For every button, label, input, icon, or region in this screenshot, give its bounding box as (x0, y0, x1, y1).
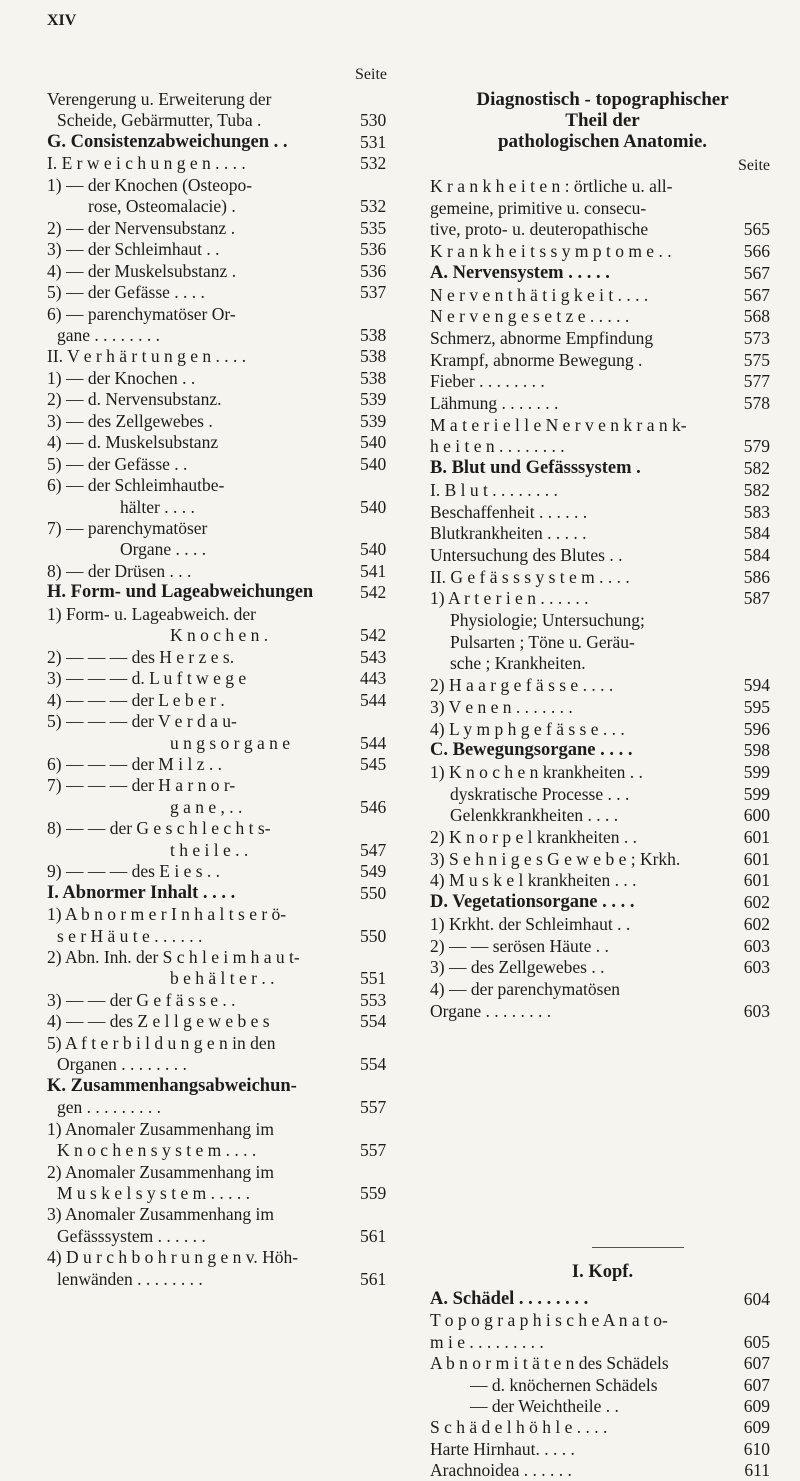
toc-entry-page: 557 (360, 1097, 387, 1118)
toc-entry-title: 7) — — — der H a r n o r- (47, 775, 236, 796)
toc-entry-title: II. G e f ä s s s y s t e m . . . . (430, 566, 630, 587)
toc-entry-page: 610 (743, 1438, 770, 1459)
toc-entry-title: K. Zusammenhangsabweichun- (47, 1075, 297, 1096)
toc-entry-title: t h e i l e . . (170, 839, 249, 860)
toc-entry-page: 551 (360, 968, 387, 989)
toc-entry-title: 4) M u s k e l krankheiten . . . (430, 870, 637, 891)
toc-entry-page: 601 (743, 848, 770, 869)
toc-entry-page: 545 (360, 753, 387, 774)
toc-entry-title: b e h ä l t e r . . (170, 968, 275, 989)
toc-entry-title: tive, proto- u. deuteropathische (430, 219, 649, 240)
toc-entry-page: 595 (743, 696, 770, 717)
toc-entry-title: gen . . . . . . . . . (57, 1097, 162, 1118)
toc-entry-title: M a t e r i e l l e N e r v e n k r a n k- (430, 414, 687, 435)
toc-entry-page: 583 (743, 501, 770, 522)
toc-entry-title: 8) — — der G e s c h l e c h t s- (47, 818, 271, 839)
toc-entry-title: 1) K n o c h e n krankheiten . . (430, 761, 643, 782)
toc-entry-title: 3) — — der G e f ä s s e . . (47, 989, 236, 1010)
toc-entry-page: 536 (360, 260, 387, 281)
toc-entry-title: I. B l u t . . . . . . . . (430, 479, 558, 500)
toc-entry-title: s e r H ä u t e . . . . . . (57, 925, 203, 946)
toc-entry-page: 607 (743, 1374, 770, 1395)
toc-entry-title: S c h ä d e l h ö h l e . . . . (430, 1417, 608, 1438)
toc-entry-title: 4) — der parenchymatösen (430, 978, 620, 999)
toc-entry-page: 577 (743, 371, 770, 392)
toc-entry-page: 604 (743, 1289, 770, 1309)
toc-entry-title: u n g s o r g a n e (170, 732, 291, 753)
toc-entry-title: dyskratische Processe . . . (450, 783, 630, 804)
toc-entry-title: Harte Hirnhaut. . . . . (430, 1438, 575, 1459)
toc-entry-title: Organe . . . . (120, 539, 207, 560)
toc-entry-page: 542 (360, 625, 387, 646)
toc-entry-title: Schmerz, abnorme Empfindung (430, 327, 654, 348)
toc-entry-title: K r a n k h e i t e n : örtliche u. all- (430, 176, 673, 196)
toc-entry-title: m i e . . . . . . . . . (430, 1331, 544, 1352)
toc-entry-page: 601 (743, 827, 770, 847)
toc-entry-title: sche ; Krankheiten. (450, 653, 586, 674)
toc-entry-title: Fieber . . . . . . . . (430, 371, 545, 392)
toc-entry-title: hälter . . . . (120, 496, 195, 517)
toc-entry-title: Gelenkkrankheiten . . . . (450, 805, 619, 826)
toc-entry-title: 3) S e h n i g e s G e w e b e ; Krkh. (430, 848, 681, 869)
toc-entry-page: 565 (743, 219, 770, 240)
section-title-1: Diagnostisch - topographischer (476, 89, 729, 110)
toc-entry-page: 531 (360, 131, 387, 152)
toc-entry-page: 542 (360, 582, 387, 603)
toc-entry-title: A. Nervensystem . . . . . (430, 262, 610, 283)
toc-entry-page: 582 (743, 479, 770, 500)
toc-entry-page: 532 (360, 196, 387, 217)
toc-entry-title: H. Form- und Lageabweichungen (47, 582, 314, 603)
toc-entry-title: 4) D u r c h b o h r u n g e n v. Höh- (47, 1247, 299, 1268)
toc-entry-page: 549 (360, 861, 387, 882)
toc-entry-title: — d. knöchernen Schädels (470, 1374, 658, 1395)
toc-entry-title: 4) — d. Muskelsubstanz (47, 432, 219, 453)
toc-entry-title: 8) — der Drüsen . . . (47, 560, 192, 581)
toc-entry-page: 603 (743, 935, 770, 956)
toc-entry-title: 2) — — — des H e r z e s. (47, 646, 235, 667)
toc-entry-page: 550 (360, 882, 387, 903)
toc-entry-title: 2) Abn. Inh. der S c h l e i m h a u t- (47, 947, 300, 967)
toc-entry-page: 537 (360, 282, 387, 303)
toc-entry-page: 543 (360, 646, 387, 667)
toc-entry-title: g a n e , . . (170, 796, 243, 817)
toc-entry-title: T o p o g r a p h i s c h e A n a t o- (430, 1310, 668, 1331)
toc-entry-title: I. E r w e i c h u n g e n . . . . (47, 153, 246, 174)
toc-entry-page: 603 (743, 957, 770, 978)
toc-entry-page: 530 (360, 110, 387, 131)
toc-entry-title: 3) — des Zellgewebes . . (430, 957, 605, 978)
toc-entry-title: C. Bewegungsorgane . . . . (430, 740, 633, 761)
toc-entry-page: 559 (360, 1182, 387, 1203)
toc-entry-page: 546 (360, 796, 387, 817)
toc-entry-page: 602 (743, 913, 770, 934)
toc-entry-page: 599 (743, 761, 770, 782)
toc-entry-title: Lähmung . . . . . . . (430, 393, 559, 413)
toc-entry-title: D. Vegetationsorgane . . . . (430, 892, 635, 913)
toc-entry-page: 538 (360, 346, 387, 367)
toc-entry-title: 5) — der Gefässe . . . . (47, 282, 205, 303)
toc-entry-title: 1) Krkht. der Schleimhaut . . (430, 913, 631, 934)
toc-entry-page: 599 (743, 783, 770, 804)
toc-entry-title: 6) — — — der M i l z . . (47, 753, 222, 774)
toc-entry-title: Arachnoidea . . . . . . (430, 1460, 572, 1481)
toc-entry-title: Krampf, abnorme Bewegung . (430, 349, 643, 370)
toc-entry-title: II. V e r h ä r t u n g e n . . . . (47, 346, 247, 367)
toc-entry-title: Untersuchung des Blutes . . (430, 544, 623, 565)
toc-entry-title: A b n o r m i t ä t e n des Schädels (430, 1353, 669, 1374)
section-head-kopf: I. Kopf. (571, 1262, 634, 1282)
toc-entry-page: 594 (743, 675, 770, 696)
toc-entry-title: 5) — der Gefässe . . (47, 453, 188, 474)
toc-entry-title: Scheide, Gebärmutter, Tuba . (57, 110, 262, 131)
toc-entry-title: 9) — — — des E i e s . . (47, 861, 221, 882)
toc-entry-page: 532 (360, 153, 387, 174)
toc-entry-title: M u s k e l s y s t e m . . . . . (57, 1182, 250, 1203)
toc-entry-title: N e r v e n g e s e t z e . . . . . (430, 306, 630, 327)
toc-entry-title: 5) A f t e r b i l d u n g e n in den (47, 1032, 276, 1053)
toc-entry-title: 1) A b n o r m e r I n h a l t s e r ö- (47, 904, 287, 925)
toc-entry-title: G. Consistenzabweichungen . . (47, 131, 288, 152)
toc-entry-title: 1) — der Knochen . . (47, 367, 196, 388)
toc-entry-page: 586 (743, 566, 770, 587)
section-title-2: Theil der (565, 110, 640, 131)
toc-entry-page: 561 (360, 1225, 387, 1246)
toc-entry-page: 584 (743, 544, 770, 565)
toc-entry-title: 2) K n o r p e l krankheiten . . (430, 827, 638, 847)
toc-entry-page: 540 (360, 453, 387, 474)
toc-entry-title: 1) A r t e r i e n . . . . . . (430, 588, 589, 609)
toc-entry-title: 6) — der Schleimhautbe- (47, 475, 225, 496)
toc-entry-page: 573 (743, 327, 770, 348)
toc-entry-page: 443 (360, 668, 387, 689)
toc-entry-title: gemeine, primitive u. consecu- (430, 197, 647, 218)
toc-entry-page: 579 (743, 436, 770, 457)
toc-entry-page: 539 (360, 389, 387, 410)
toc-entry-title: Physiologie; Untersuchung; (450, 610, 645, 630)
toc-entry-title: 3) — des Zellgewebes . (47, 410, 213, 431)
toc-entry-title: Verengerung u. Erweiterung der (47, 89, 272, 109)
toc-entry-page: 540 (360, 539, 387, 560)
toc-entry-page: 538 (360, 324, 387, 345)
toc-entry-title: Organe . . . . . . . . (430, 1000, 552, 1021)
toc-entry-page: 607 (743, 1353, 770, 1374)
toc-entry-page: 603 (743, 1000, 770, 1021)
toc-entry-page: 547 (360, 839, 387, 860)
toc-entry-title: 4) — — des Z e l l g e w e b e s (47, 1011, 270, 1032)
toc-entry-title: 1) — der Knochen (Osteopo- (47, 174, 253, 195)
toc-entry-title: h e i t e n . . . . . . . . (430, 436, 565, 457)
toc-entry-page: 540 (360, 496, 387, 517)
toc-entry-page: 541 (360, 560, 387, 581)
toc-entry-title: 6) — parenchymatöser Or- (47, 303, 236, 324)
toc-entry-page: 584 (743, 523, 770, 544)
toc-entry-title: gane . . . . . . . . (57, 324, 161, 345)
toc-entry-title: 3) V e n e n . . . . . . . (430, 696, 573, 717)
toc-entry-title: K r a n k h e i t s s y m p t o m e . . (430, 241, 672, 262)
toc-entry-title: Gefässsystem . . . . . . (57, 1225, 206, 1246)
toc-entry-title: 5) — — — der V e r d a u- (47, 711, 237, 732)
toc-entry-page: 544 (360, 689, 387, 710)
section-title-3: pathologischen Anatomie. (497, 131, 708, 152)
toc-entry-page: 609 (743, 1417, 770, 1438)
divider-rule (592, 1247, 684, 1248)
toc-entry-title: A. Schädel . . . . . . . . (430, 1289, 589, 1309)
toc-entry-page: 601 (743, 870, 770, 891)
toc-entry-page: 587 (743, 588, 770, 609)
toc-entry-title: 3) — — — d. L u f t w e g e (47, 668, 247, 689)
toc-entry-page: 575 (743, 349, 770, 370)
toc-entry-title: — der Weichtheile . . (470, 1396, 619, 1416)
toc-entry-title: 2) — — serösen Häute . . (430, 935, 609, 956)
toc-entry-page: 611 (744, 1460, 770, 1481)
toc-entry-page: 536 (360, 239, 387, 260)
toc-entry-page: 567 (743, 262, 770, 283)
toc-entry-title: K n o c h e n . (170, 625, 269, 646)
toc-entry-title: 2) H a a r g e f ä s s e . . . . (430, 675, 614, 696)
toc-entry-title: Blutkrankheiten . . . . . (430, 523, 587, 544)
toc-entry-page: 535 (360, 217, 387, 238)
toc-entry-page: 609 (743, 1396, 770, 1416)
toc-entry-page: 554 (360, 1054, 387, 1075)
toc-entry-title: 2) — der Nervensubstanz . (47, 217, 236, 238)
toc-entry-title: 1) Form- u. Lageabweich. der (47, 603, 256, 624)
toc-entry-page: 596 (743, 718, 770, 739)
toc-entry-title: N e r v e n t h ä t i g k e i t . . . . (430, 284, 649, 305)
toc-entry-page: 557 (360, 1140, 387, 1161)
toc-entry-page: 602 (743, 892, 770, 913)
toc-entry-page: 550 (360, 925, 387, 946)
toc-entry-title: 3) — der Schleimhaut . . (47, 239, 220, 260)
toc-entry-title: 4) — — — der L e b e r . (47, 689, 225, 710)
toc-entry-title: 2) — d. Nervensubstanz. (47, 389, 222, 410)
toc-entry-page: 567 (743, 284, 770, 305)
toc-entry-page: 538 (360, 367, 387, 388)
toc-entry-page: 539 (360, 410, 387, 431)
toc-entry-page: 544 (360, 732, 387, 753)
toc-entry-page: 561 (360, 1268, 387, 1289)
toc-entry-title: rose, Osteomalacie) . (88, 196, 236, 217)
toc-entry-page: 554 (360, 1011, 387, 1032)
toc-entry-title: K n o c h e n s y s t e m . . . . (57, 1140, 257, 1161)
toc-entry-title: 4) L y m p h g e f ä s s e . . . (430, 718, 625, 739)
toc-entry-title: 1) Anomaler Zusammenhang im (47, 1118, 274, 1139)
toc-entry-page: 568 (743, 306, 770, 327)
toc-entry-title: B. Blut und Gefässsystem . (430, 458, 641, 479)
toc-entry-page: 600 (743, 805, 770, 826)
toc-entry-page: 553 (360, 989, 387, 1010)
toc-entry-title: 2) Anomaler Zusammenhang im (47, 1161, 274, 1182)
toc-entry-title: Pulsarten ; Töne u. Geräu- (450, 631, 635, 652)
toc-entry-title: 4) — der Muskelsubstanz . (47, 260, 237, 281)
toc-entry-title: lenwänden . . . . . . . . (57, 1268, 203, 1289)
toc-entry-title: 3) Anomaler Zusammenhang im (47, 1204, 274, 1225)
toc-entry-page: 582 (743, 458, 770, 479)
toc-entry-page: 578 (743, 393, 770, 413)
toc-entry-title: I. Abnormer Inhalt . . . . (47, 882, 236, 903)
page-number: XIV (47, 12, 77, 29)
toc-entry-title: Beschaffenheit . . . . . . (430, 501, 588, 522)
toc-entry-page: 540 (360, 432, 387, 453)
toc-entry-page: 598 (743, 740, 770, 761)
toc-entry-page: 566 (743, 241, 770, 262)
toc-entry-page: 605 (743, 1331, 770, 1352)
toc-entry-title: Organen . . . . . . . . (57, 1054, 187, 1075)
toc-entry-title: 7) — parenchymatöser (47, 518, 208, 538)
